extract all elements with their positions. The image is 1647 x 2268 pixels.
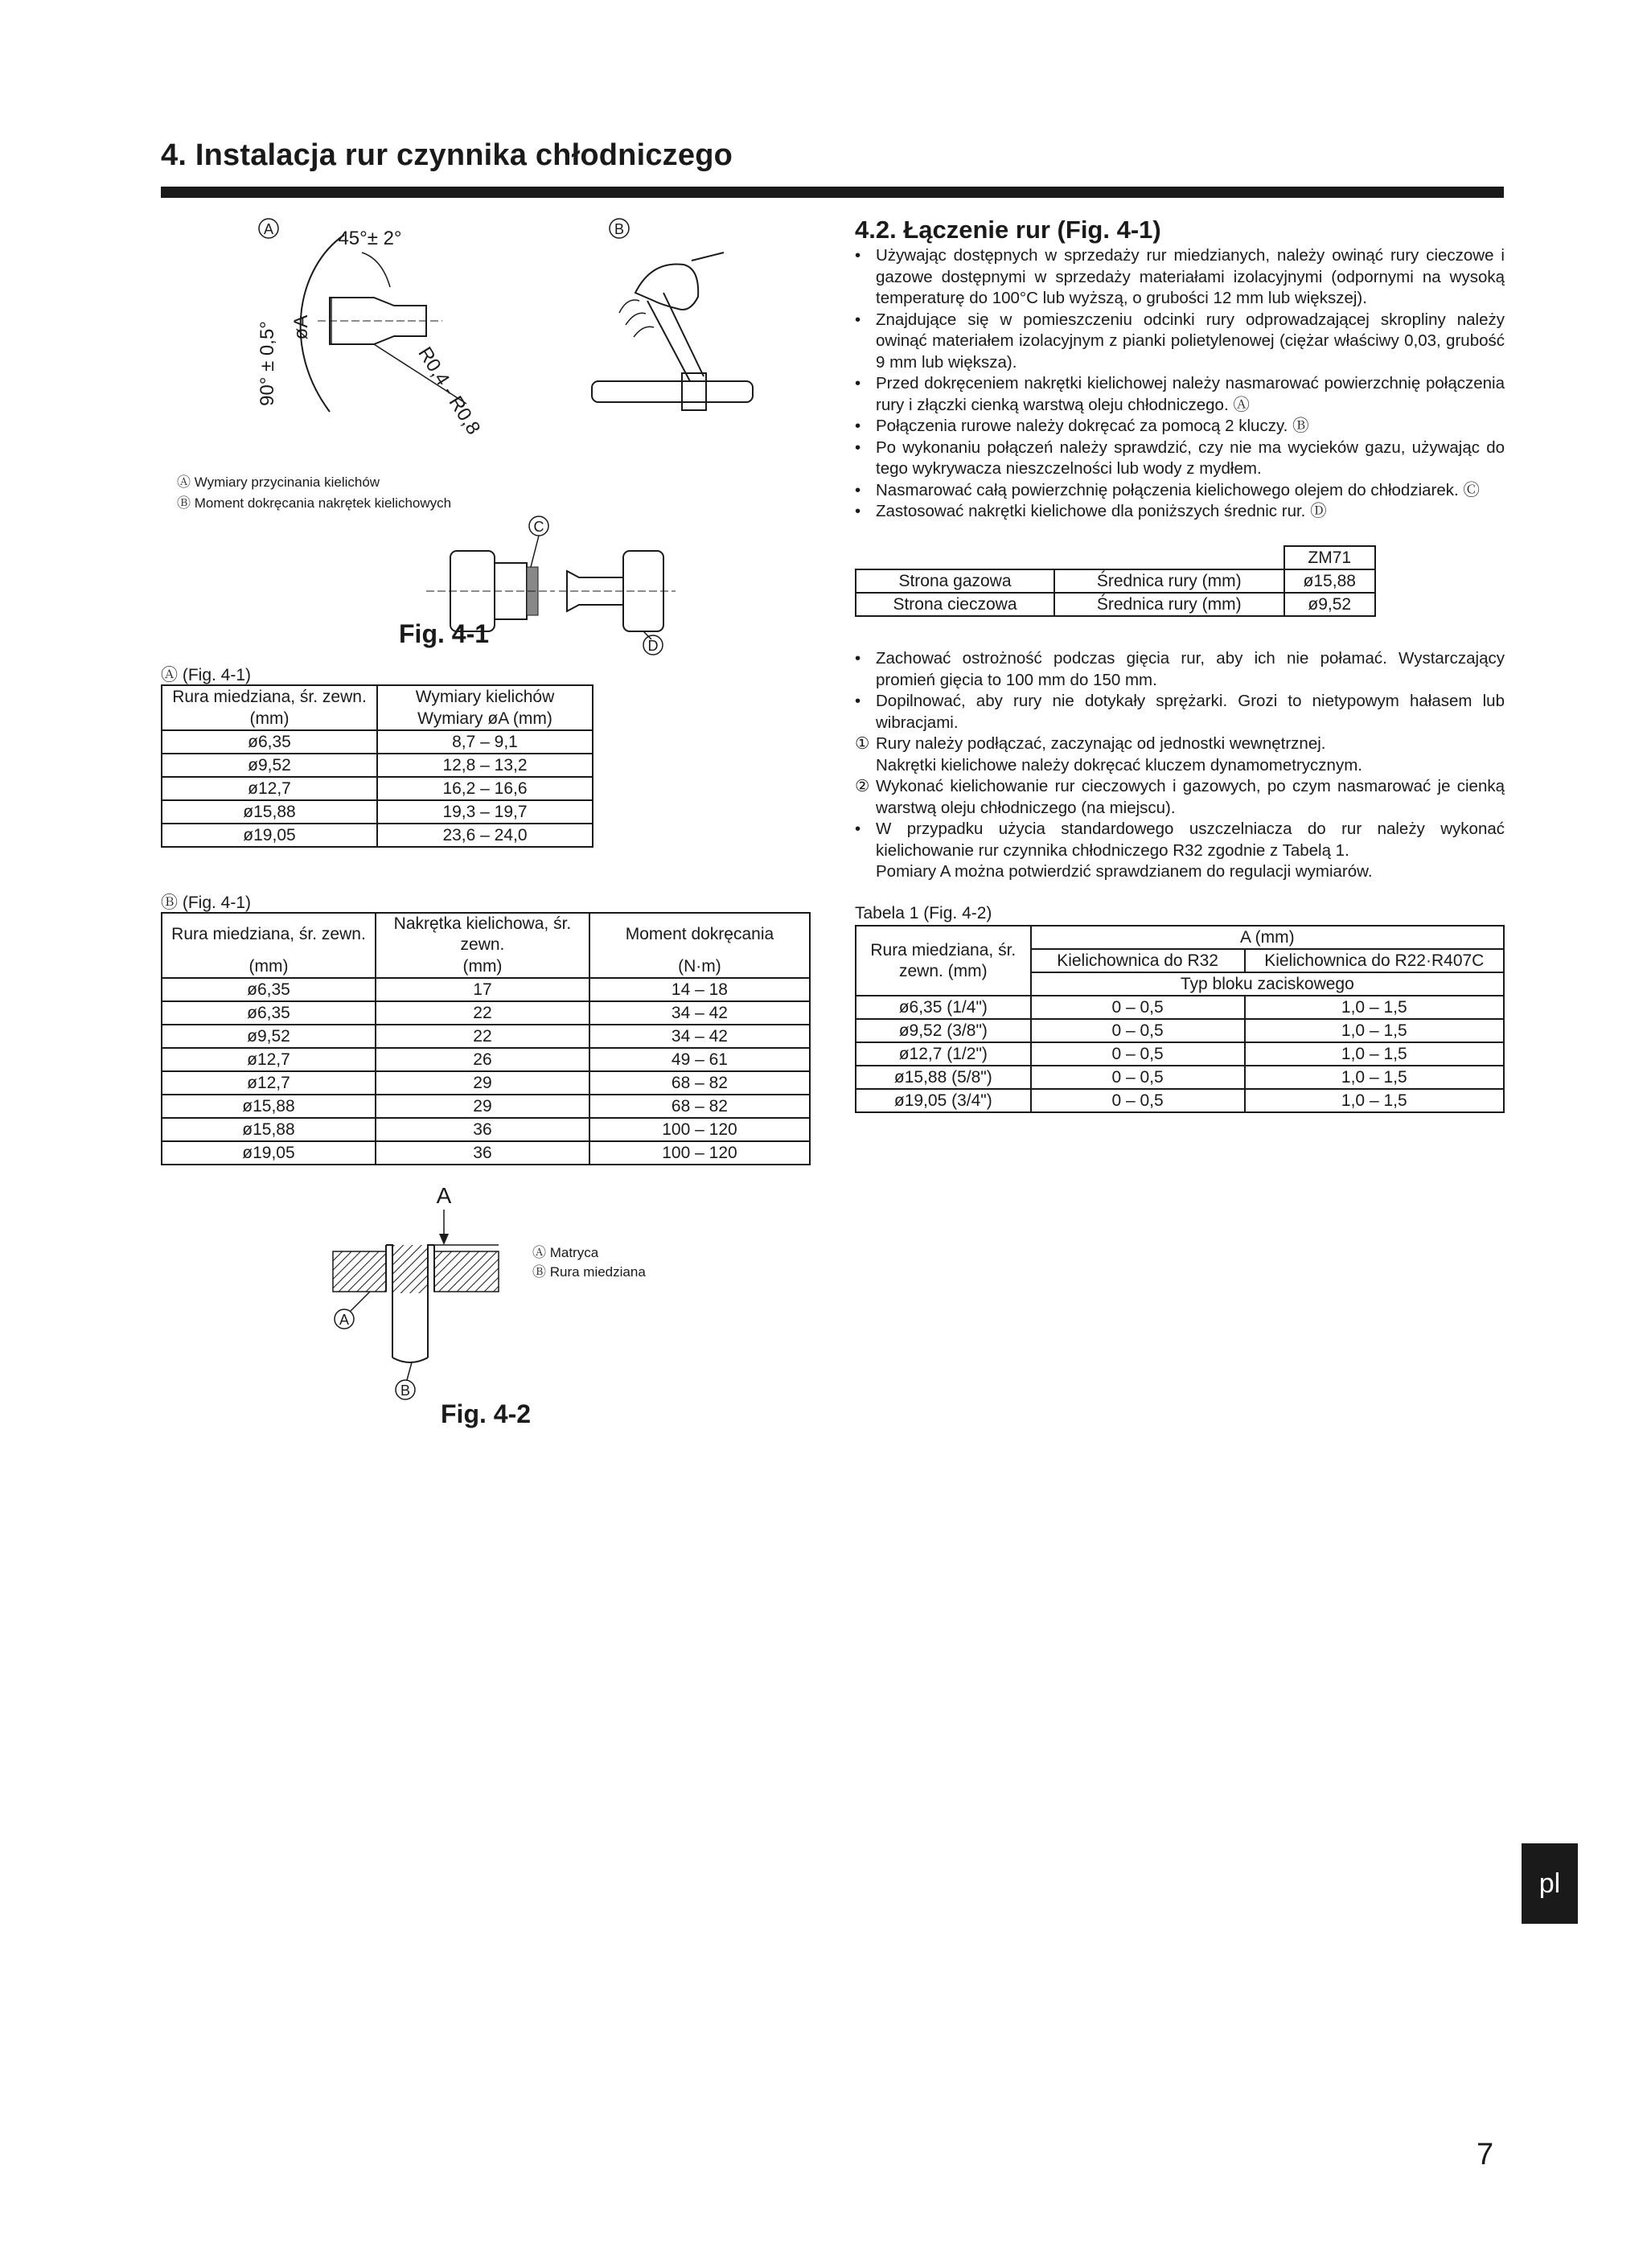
list-item: • Używając dostępnych w sprzedaży rur miedzianych, należy owinąć rury cieczowe i gazowe dostępnymi w sprzedaży materiałami izolacyjnymi (odpornymi na wysoką temperaturę do 100°C lub wyższą, o grubości 12 mm lub większej). xyxy=(855,246,1505,307)
table-row: ø12,7 16,2 – 16,6 xyxy=(162,777,593,800)
section2: • Zachować ostrożność podczas gięcia rur, aby ich nie połamać. Wystarczający promień gięcia to 100 mm do 150 mm. • Dopilnować, aby rury nie dotykały sprężarki. Grozi to nietypowym hałasem lub wibracjami. ① Rury należy podłączać, zaczynając od jednostki wewnętrznej. Nakrętki kielichowe należy dokręcać kluczem dynamometrycznym. ② Wykonać kielichowanie rur cieczowych i gazowych, po czym nasmarować je cienką warstwą oleju chłodniczego (na miejscu). • W przypadku użycia standardowego uszczelniacza do rur należy wykonać kielichowanie rur czynnika chłodniczego R32 zgodnie z Tabelą 1. Pomiary A można potwierdzić sprawdzianem do regulacji wymiarów. xyxy=(855,649,1505,881)
table-row: ø6,35 (1/4") 0 – 0,5 1,0 – 1,5 xyxy=(856,996,1504,1019)
tableA-h2: (mm) xyxy=(162,708,377,730)
fig42-label-b: B xyxy=(400,1383,411,1399)
fig42-caption: Fig. 4-2 xyxy=(441,1399,532,1428)
table-row: ø19,05 (3/4") 0 – 0,5 1,0 – 1,5 xyxy=(856,1089,1504,1112)
table-row: ø19,05 36 100 – 120 xyxy=(162,1141,810,1165)
fig42-label-a: A xyxy=(339,1312,350,1328)
list-item: • Znajdujące się w pomieszczeniu odcinki rury odprowadzającej skropliny należy owinąć materiałem izolacyjnym z pianki polietylenowej (ciężar właściwy 0,03, grubość 9 mm lub większa). xyxy=(855,310,1505,372)
table-row: ø15,88 36 100 – 120 xyxy=(162,1118,810,1141)
page-title: 4. Instalacja rur czynnika chłodniczego xyxy=(161,138,733,172)
tableA-h1: Rura miedziana, śr. zewn. xyxy=(162,685,377,708)
table-row: ø12,7 (1/2") 0 – 0,5 1,0 – 1,5 xyxy=(856,1042,1504,1066)
fig41-caption: Fig. 4-1 xyxy=(399,619,490,648)
fig41-legend-a: Ⓐ Wymiary przycinania kielichów xyxy=(177,475,380,490)
tableA-h3: Wymiary kielichów xyxy=(377,685,593,708)
list-item: ② Wykonać kielichowanie rur cieczowych i gazowych, po czym nasmarować je cienką warstwą oleju chłodniczego (na miejscu). xyxy=(855,777,1505,817)
table-row: ø15,88 19,3 – 19,7 xyxy=(162,800,593,824)
list-item: • Połączenia rurowe należy dokręcać za pomocą 2 kluczy. Ⓑ xyxy=(855,417,1309,435)
page-number: 7 xyxy=(1477,2138,1494,2171)
zm71-table xyxy=(855,545,1376,617)
fig41-label-a: A xyxy=(263,221,274,237)
fig41-dim-oa: øA xyxy=(290,314,312,340)
fig41-angle-90: 90° ± 0,5° xyxy=(257,321,278,406)
flare-gauge-diagram xyxy=(322,1181,531,1406)
fig41-label-d: D xyxy=(647,638,659,654)
tableB-caption: Ⓑ (Fig. 4-1) xyxy=(161,894,252,912)
fig41-label-c: C xyxy=(533,519,544,535)
table-row: ø19,05 23,6 – 24,0 xyxy=(162,824,593,847)
list-item: • Przed dokręceniem nakrętki kielichowej należy nasmarować powierzchnię połączenia rury i złączki cienką warstwą oleju chłodniczego. Ⓐ xyxy=(855,374,1505,414)
fig42-dim-a: A xyxy=(436,1183,452,1208)
table-row: Strona gazowa Średnica rury (mm) ø15,88 xyxy=(856,569,1375,593)
fig41-label-b: B xyxy=(614,221,625,237)
table-row: ø6,35 17 14 – 18 xyxy=(162,978,810,1001)
list-item: ① Rury należy podłączać, zaczynając od jednostki wewnętrznej. xyxy=(855,734,1326,753)
tableA-caption: Ⓐ (Fig. 4-1) xyxy=(161,666,252,684)
table-row: ø9,52 (3/8") 0 – 0,5 1,0 – 1,5 xyxy=(856,1019,1504,1042)
table-row: ø9,52 12,8 – 13,2 xyxy=(162,754,593,777)
fig42-legend-a: Ⓐ Matryca xyxy=(532,1245,599,1260)
wrench-diagram xyxy=(587,212,764,421)
table-row: ø15,88 (5/8") 0 – 0,5 1,0 – 1,5 xyxy=(856,1066,1504,1089)
list-item: • W przypadku użycia standardowego uszczelniacza do rur należy wykonać kielichowanie rur czynnika chłodniczego R32 zgodnie z Tabelą 1. xyxy=(855,820,1505,860)
list-item: • Po wykonaniu połączeń należy sprawdzić, czy nie ma wycieków gazu, używając do tego wykrywacza nieszczelności lub wody z mydłem. xyxy=(855,438,1505,478)
table-row: Strona cieczowa Średnica rury (mm) ø9,52 xyxy=(856,593,1375,616)
list-item: • Zachować ostrożność podczas gięcia rur, aby ich nie połamać. Wystarczający promień gięcia to 100 mm do 150 mm. xyxy=(855,649,1505,689)
tableA-h4: Wymiary øA (mm) xyxy=(377,708,593,730)
title-rule xyxy=(161,187,1504,198)
table-row: ø6,35 22 34 – 42 xyxy=(162,1001,810,1025)
language-tab: pl xyxy=(1522,1843,1578,1924)
zm71-header: ZM71 xyxy=(1284,546,1376,569)
list-item: • Zastosować nakrętki kielichowe dla poniższych średnic rur. Ⓓ xyxy=(855,502,1327,520)
fig42-legend-b: Ⓑ Rura miedziana xyxy=(532,1264,646,1280)
table-row: ø9,52 22 34 – 42 xyxy=(162,1025,810,1048)
table-row: ø6,35 8,7 – 9,1 xyxy=(162,730,593,754)
flare-dimensions-table xyxy=(161,684,593,848)
table-row: ø12,7 29 68 – 82 xyxy=(162,1071,810,1095)
list-item: • Nasmarować całą powierzchnię połączenia kielichowego olejem do chłodziarek. Ⓒ xyxy=(855,480,1480,499)
section-bullets xyxy=(855,245,1505,523)
fig41-legend-b: Ⓑ Moment dokręcania nakrętek kielichowych xyxy=(177,495,452,511)
table-row: ø12,7 26 49 – 61 xyxy=(162,1048,810,1071)
list-item: • Dopilnować, aby rury nie dotykały sprężarki. Grozi to nietypowym hałasem lub wibracjami. xyxy=(855,692,1505,732)
fig41-radius: R0,4 - R0,8 xyxy=(413,343,485,439)
fig41-angle-45: 45°± 2° xyxy=(338,228,402,249)
table-row: ø15,88 29 68 – 82 xyxy=(162,1095,810,1118)
section-title: 4.2. Łączenie rur (Fig. 4-1) xyxy=(855,216,1161,244)
flare-torque-table: Rura miedziana, śr. zewn. Nakrętka kielichowa, śr. zewn. Moment dokręcania (mm) (mm) (N·m) ø6,35 17 14 – 18 ø6,35 22 34 – 42 ø9,52 22 34 – 42 ø12,7 26 49 – 61 ø12,7 29 68 – 82 ø15,88 29 68 – 82 ø15,88 36 100 – 120 ø19,05 36 100 – 120 xyxy=(161,912,811,1165)
flare-dimension-diagram xyxy=(241,211,515,452)
table1-caption: Tabela 1 (Fig. 4-2) xyxy=(855,904,992,922)
flare-gauge-table: Rura miedziana, śr. zewn. (mm) A (mm) Kielichownica do R32 Kielichownica do R22·R407C Typ bloku zaciskowego ø6,35 (1/4") 0 – 0,5 1,0 – 1,5 ø9,52 (3/8") 0 – 0,5 1,0 – 1,5 ø12,7 (1/2") 0 – 0,5 1,0 – 1,5 ø15,88 (5/8") 0 – 0,5 1,0 – 1,5 ø19,05 (3/4") 0 – 0,5 1,0 – 1,5 xyxy=(855,925,1505,1113)
